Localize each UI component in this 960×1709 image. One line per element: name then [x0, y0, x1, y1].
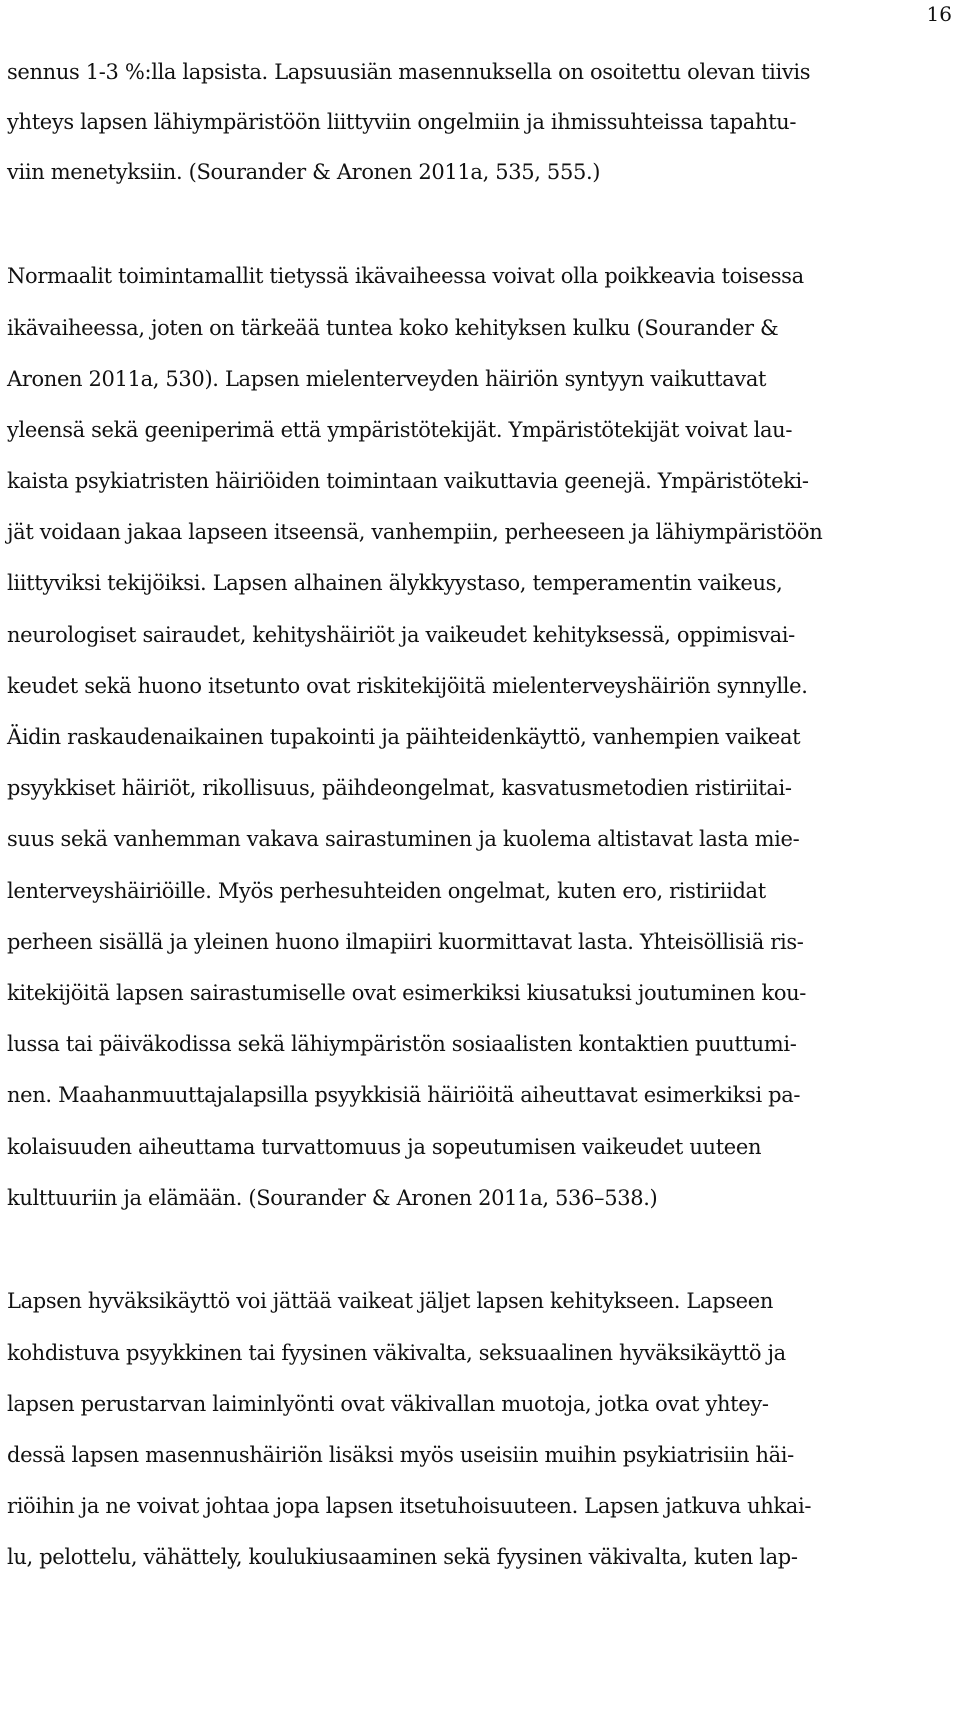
text-line: Normaalit toimintamallit tietyssä ikävaiheessa voivat olla poikkeavia toisessa — [7, 264, 804, 288]
text-line: lu, pelottelu, vähättely, koulukiusaaminen sekä fyysinen väkivalta, kuten lap- — [7, 1545, 798, 1569]
text-line: lenterveyshäiriöille. Myös perhesuhteiden ongelmat, kuten ero, ristiriidat — [7, 879, 766, 903]
text-line: viin menetyksiin. (Sourander & Aronen 2011a, 535, 555.) — [7, 160, 601, 184]
text-line: Äidin raskaudenaikainen tupakointi ja päihteidenkäyttö, vanhempien vaikeat — [7, 725, 801, 749]
text-line: jät voidaan jakaa lapseen itseensä, vanhempiin, perheeseen ja lähiympäristöön — [7, 520, 823, 544]
text-line: liittyviksi tekijöiksi. Lapsen alhainen älykkyystaso, temperamentin vaikeus, — [7, 571, 783, 595]
text-line: perheen sisällä ja yleinen huono ilmapiiri kuormittavat lasta. Yhteisöllisiä ris- — [7, 930, 804, 954]
text-line: Lapsen hyväksikäyttö voi jättää vaikeat jäljet lapsen kehitykseen. Lapseen — [7, 1289, 773, 1313]
page-number: 16 — [926, 2, 952, 26]
text-line: keudet sekä huono itsetunto ovat riskitekijöitä mielenterveyshäiriön synnylle. — [7, 674, 808, 698]
text-line: yleensä sekä geeniperimä että ympäristötekijät. Ympäristötekijät voivat lau- — [7, 418, 793, 442]
text-line: nen. Maahanmuuttajalapsilla psyykkisiä häiriöitä aiheuttavat esimerkiksi pa- — [7, 1083, 801, 1107]
text-line: lussa tai päiväkodissa sekä lähiympäristön sosiaalisten kontaktien puuttumi- — [7, 1032, 797, 1056]
text-line: psyykkiset häiriöt, rikollisuus, päihdeongelmat, kasvatusmetodien ristiriitai- — [7, 776, 792, 800]
text-line: sennus 1-3 %:lla lapsista. Lapsuusiän masennuksella on osoitettu olevan tiivis — [7, 60, 811, 84]
text-line: kulttuuriin ja elämään. (Sourander & Aronen 2011a, 536–538.) — [7, 1186, 658, 1210]
text-line: lapsen perustarvan laiminlyönti ovat väkivallan muotoja, jotka ovat yhtey- — [7, 1392, 769, 1416]
text-line: suus sekä vanhemman vakava sairastuminen ja kuolema altistavat lasta mie- — [7, 827, 800, 851]
text-line: dessä lapsen masennushäiriön lisäksi myös useisiin muihin psykiatrisiin häi- — [7, 1443, 794, 1467]
text-line: yhteys lapsen lähiympäristöön liittyviin ongelmiin ja ihmissuhteissa tapahtu- — [7, 110, 797, 134]
text-line: kohdistuva psyykkinen tai fyysinen väkivalta, seksuaalinen hyväksikäyttö ja — [7, 1341, 786, 1365]
text-line: ikävaiheessa, joten on tärkeää tuntea koko kehityksen kulku (Sourander & — [7, 316, 779, 340]
text-line: riöihin ja ne voivat johtaa jopa lapsen itsetuhoisuuteen. Lapsen jatkuva uhkai- — [7, 1494, 812, 1518]
text-line: neurologiset sairaudet, kehityshäiriöt ja vaikeudet kehityksessä, oppimisvai- — [7, 623, 795, 647]
text-line: Aronen 2011a, 530). Lapsen mielenterveyden häiriön syntyyn vaikuttavat — [7, 367, 767, 391]
text-line: kolaisuuden aiheuttama turvattomuus ja sopeutumisen vaikeudet uuteen — [7, 1135, 762, 1159]
text-line: kaista psykiatristen häiriöiden toimintaan vaikuttavia geenejä. Ympäristöteki- — [7, 469, 809, 493]
text-line: kitekijöitä lapsen sairastumiselle ovat esimerkiksi kiusatuksi joutuminen kou- — [7, 981, 807, 1005]
